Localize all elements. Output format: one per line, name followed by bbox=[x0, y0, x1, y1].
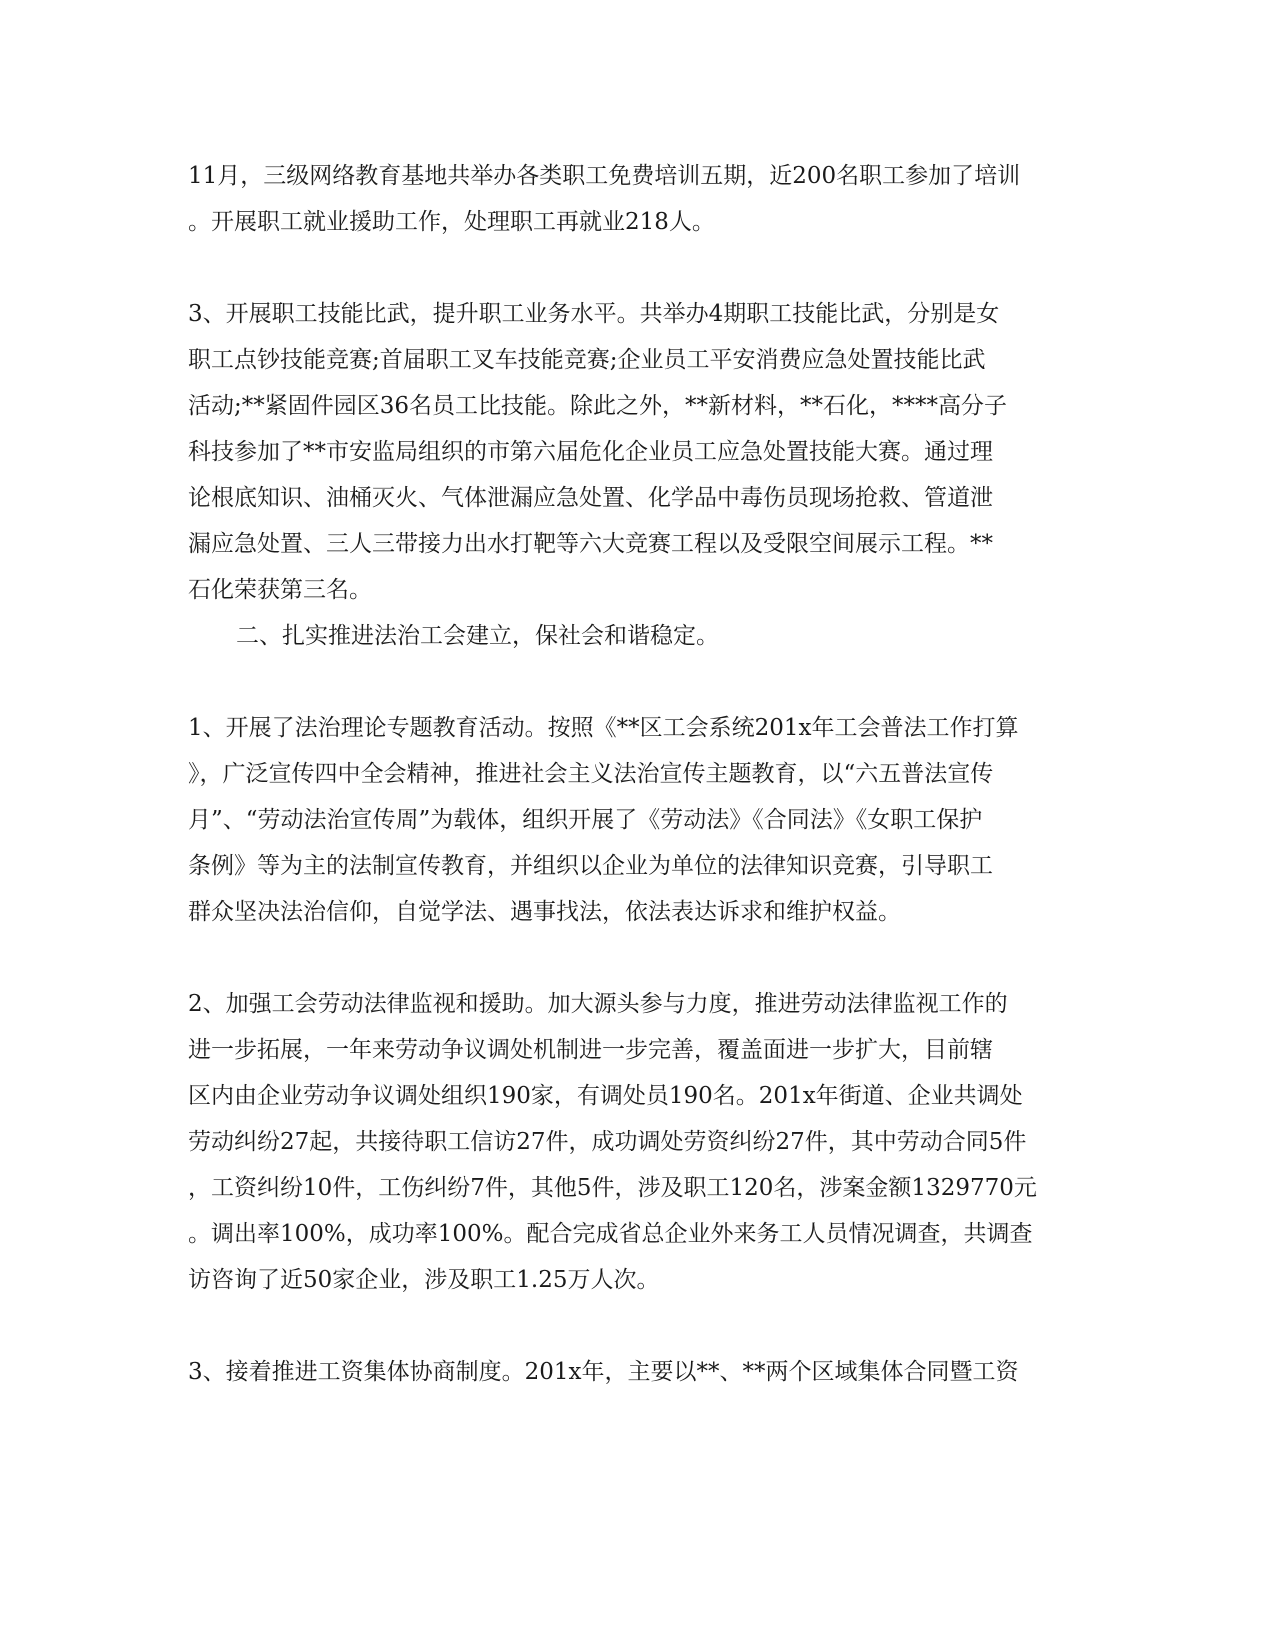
text-line: 》，广泛宣传四中全会精神，推进社会主义法治宣传主题教育，以“六五普法宣传 bbox=[188, 761, 994, 787]
text-line: 2、加强工会劳动法律监视和援助。加大源头参与力度，推进劳动法律监视工作的 bbox=[188, 991, 1008, 1017]
text-line: 条例》等为主的法制宣传教育，并组织以企业为单位的法律知识竞赛，引导职工 bbox=[188, 853, 993, 879]
section-heading: 二、扎实推进法治工会建立，保社会和谐稳定。 bbox=[236, 623, 719, 649]
text-line: 11月，三级网络教育基地共举办各类职工免费培训五期，近200名职工参加了培训 bbox=[188, 163, 1021, 189]
text-line: 石化荣获第三名。 bbox=[188, 577, 372, 603]
text-line: 。调出率100%，成功率100%。配合完成省总企业外来务工人员情况调查，共调查 bbox=[188, 1221, 1033, 1247]
text-line: 职工点钞技能竞赛;首届职工叉车技能竞赛;企业员工平安消费应急处置技能比武 bbox=[188, 347, 986, 373]
text-line: 漏应急处置、三人三带接力出水打靶等六大竞赛工程以及受限空间展示工程。** bbox=[188, 531, 993, 557]
text-line: 1、开展了法治理论专题教育活动。按照《**区工会系统201x年工会普法工作打算 bbox=[188, 715, 1019, 741]
text-line: 。开展职工就业援助工作，处理职工再就业218人。 bbox=[188, 209, 715, 235]
text-line: 群众坚决法治信仰，自觉学法、遇事找法，依法表达诉求和维护权益。 bbox=[188, 899, 901, 925]
text-line: 区内由企业劳动争议调处组织190家，有调处员190名。201x年街道、企业共调处 bbox=[188, 1083, 1023, 1109]
text-line: 3、开展职工技能比武，提升职工业务水平。共举办4期职工技能比武，分别是女 bbox=[188, 301, 1000, 327]
text-line: 论根底知识、油桶灭火、气体泄漏应急处置、化学品中毒伤员现场抢救、管道泄 bbox=[188, 485, 993, 511]
text-line: 访咨询了近50家企业，涉及职工1.25万人次。 bbox=[188, 1267, 660, 1293]
text-line: 进一步拓展，一年来劳动争议调处机制进一步完善，覆盖面进一步扩大，目前辖 bbox=[188, 1037, 993, 1063]
text-line: 活动;**紧固件园区36名员工比技能。除此之外，**新材料，**石化，****高分子 bbox=[188, 393, 1008, 419]
text-line: 科技参加了**市安监局组织的市第六届危化企业员工应急处置技能大赛。通过理 bbox=[188, 439, 993, 465]
text-line: 3、接着推进工资集体协商制度。201x年，主要以**、**两个区域集体合同暨工资 bbox=[188, 1359, 1019, 1385]
text-line: ，工资纠纷10件，工伤纠纷7件，其他5件，涉及职工120名，涉案金额1329770元 bbox=[188, 1175, 1037, 1201]
text-line: 月”、“劳动法治宣传周”为载体，组织开展了《劳动法》《合同法》《女职工保护 bbox=[188, 807, 983, 833]
text-line: 劳动纠纷27起，共接待职工信访27件，成功调处劳资纠纷27件，其中劳动合同5件 bbox=[188, 1129, 1027, 1155]
